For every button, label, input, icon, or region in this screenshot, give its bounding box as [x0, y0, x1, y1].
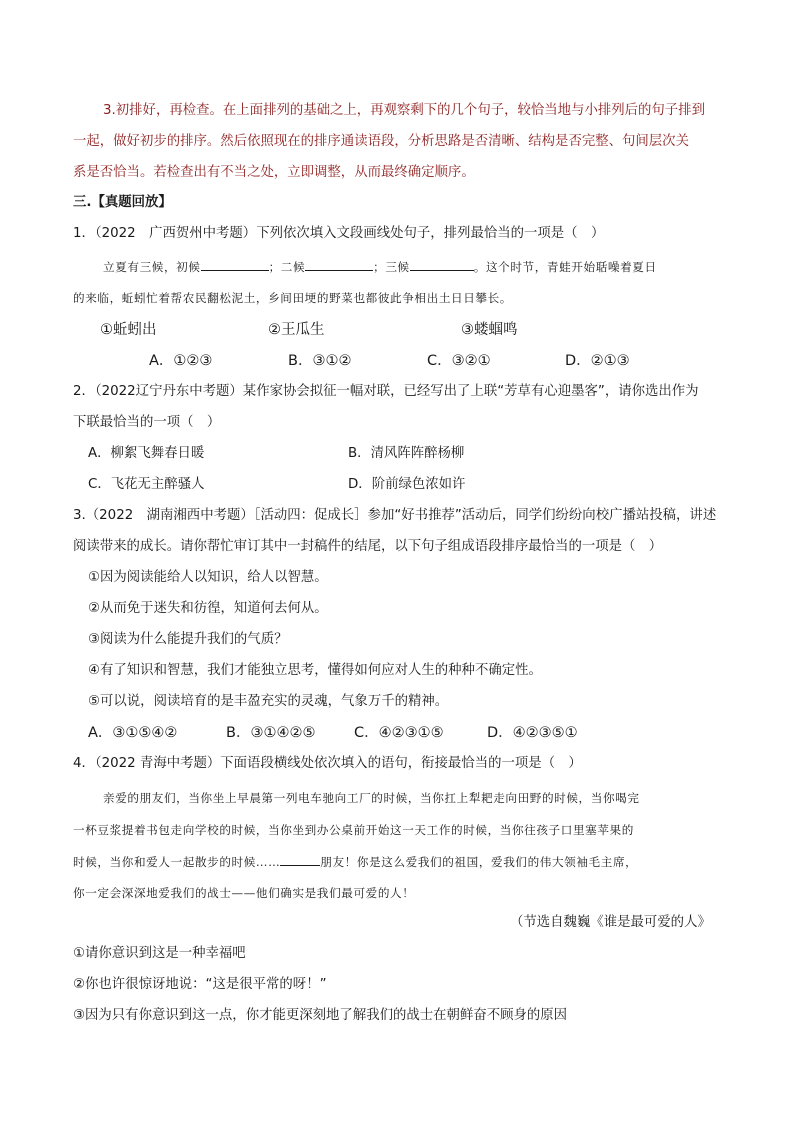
q3-stem-line-1: 3.（2022 湖南湘西中考题）［活动四：促成长］参加“好书推荐”活动后，同学们纷纷向校广播站投稿，讲述	[73, 508, 717, 523]
q1-option-c[interactable]: C．③②①	[427, 353, 491, 369]
q4-passage-line-4: 你一定会深深地爱我们的战士——他们确实是我们最可爱的人！	[73, 886, 415, 900]
q2-option-c[interactable]: C．飞花无主醉骚人	[88, 477, 205, 492]
q3-item-3: ③阅读为什么能提升我们的气质？	[88, 632, 288, 647]
q4-source: （节选自魏巍《谁是最可爱的人》	[510, 915, 711, 930]
section-title: 三.【真题回放】	[73, 195, 172, 210]
q1-passage-part-3: ；三候	[373, 260, 410, 274]
q1-passage-part-1: 立夏有三候，初候	[103, 260, 201, 274]
q4-passage-line-1: 亲爱的朋友们，当你坐上早晨第一列电车驰向工厂的时候，当你扛上犁耙走向田野的时候，当你喝完	[103, 791, 640, 805]
q3-option-a[interactable]: A．③①⑤④②	[88, 725, 178, 741]
q1-option-a[interactable]: A．①②③	[149, 353, 213, 369]
intro-line-3: 系是否恰当。若检查出有不当之处，立即调整，从而最终确定顺序。	[73, 165, 475, 180]
q4-passage-line-3	[73, 852, 637, 872]
q3-item-1: ①因为阅读能给人以知识，给人以智慧。	[88, 570, 328, 585]
q3-stem-line-2: 阅读带来的成长。请你帮忙审订其中一封稿件的结尾，以下句子组成语段排序最恰当的一项是（ ）	[73, 539, 663, 554]
q3-item-4: ④有了知识和智慧，我们才能独立思考，懂得如何应对人生的种种不确定性。	[88, 663, 542, 678]
q2-option-d[interactable]: D．阶前绿色浓如许	[348, 477, 466, 492]
q1-item-2: ②王瓜生	[268, 322, 325, 338]
q3-option-c[interactable]: C．④②③①⑤	[354, 725, 444, 741]
q1-passage-line-2: 的来临，蚯蚓忙着帮农民翻松泥土，乡间田埂的野菜也都彼此争相出土日日攀长。	[73, 291, 512, 305]
q1-blank-1	[201, 257, 269, 271]
q3-item-2: ②从而免于迷失和彷徨，知道何去何从。	[88, 601, 328, 616]
q1-blank-2	[305, 257, 373, 271]
q3-item-5: ⑤可以说，阅读培育的是丰盈充实的灵魂，气象万千的精神。	[88, 694, 449, 709]
q4-item-2: ②你也许很惊讶地说：“这是很平常的呀！”	[73, 977, 327, 992]
q1-stem: 1．（2022 广西贺州中考题）下列依次填入文段画线处句子，排列最恰当的一项是（ ）	[73, 226, 605, 241]
q1-item-1: ①蚯蚓出	[100, 322, 157, 338]
q1-option-b[interactable]: B．③①②	[288, 353, 352, 369]
q4-passage-part-1: 时候，当你和爱人一起散步的时候……	[73, 855, 281, 869]
q4-passage-part-2: 朋友！你是这么爱我们的祖国，爱我们的伟大领袖毛主席，	[320, 855, 638, 869]
q1-item-3: ③蝼蝈鸣	[461, 322, 518, 338]
q2-option-b[interactable]: B．清风阵阵醉杨柳	[348, 446, 465, 461]
q4-item-3: ③因为只有你意识到这一点，你才能更深刻地了解我们的战士在朝鲜奋不顾身的原因	[73, 1008, 568, 1023]
q4-item-1: ①请你意识到这是一种幸福吧	[73, 946, 246, 961]
intro-line-1: 3.初排好，再检查。在上面排列的基础之上，再观察剩下的几个句子，较恰当地与小排列后的句子排到	[103, 103, 705, 118]
q2-stem-line-1: 2．（2022辽宁丹东中考题）某作家协会拟征一幅对联，已经写出了上联“芳草有心迎墨客”，请你选出作为	[73, 384, 699, 399]
q4-passage-line-2: 一杯豆浆提着书包走向学校的时候，当你坐到办公桌前开始这一天工作的时候，当你往孩子口里塞苹果的	[73, 823, 634, 837]
q1-passage-part-4: 。这个时节，青蛙开始聒噪着夏日	[473, 260, 657, 274]
q2-stem-line-2: 下联最恰当的一项（ ）	[73, 415, 221, 430]
q1-option-d[interactable]: D．②①③	[565, 353, 630, 369]
q3-option-d[interactable]: D．④②③⑤①	[487, 725, 578, 741]
q1-blank-3	[410, 257, 474, 271]
q1-passage-line-1	[103, 257, 657, 277]
q2-option-a[interactable]: A．柳絮飞舞春日暖	[88, 446, 205, 461]
q3-option-b[interactable]: B．③①④②⑤	[226, 725, 316, 741]
q4-blank	[280, 852, 320, 866]
intro-line-2: 一起，做好初步的排序。然后依照现在的排序通读语段，分析思路是否清晰、结构是否完整、句间层次关	[73, 134, 689, 149]
q4-stem: 4．（2022 青海中考题）下面语段横线处依次填入的语句，衔接最恰当的一项是（ ）	[73, 756, 582, 771]
q1-passage-part-2: ；二候	[268, 260, 306, 274]
